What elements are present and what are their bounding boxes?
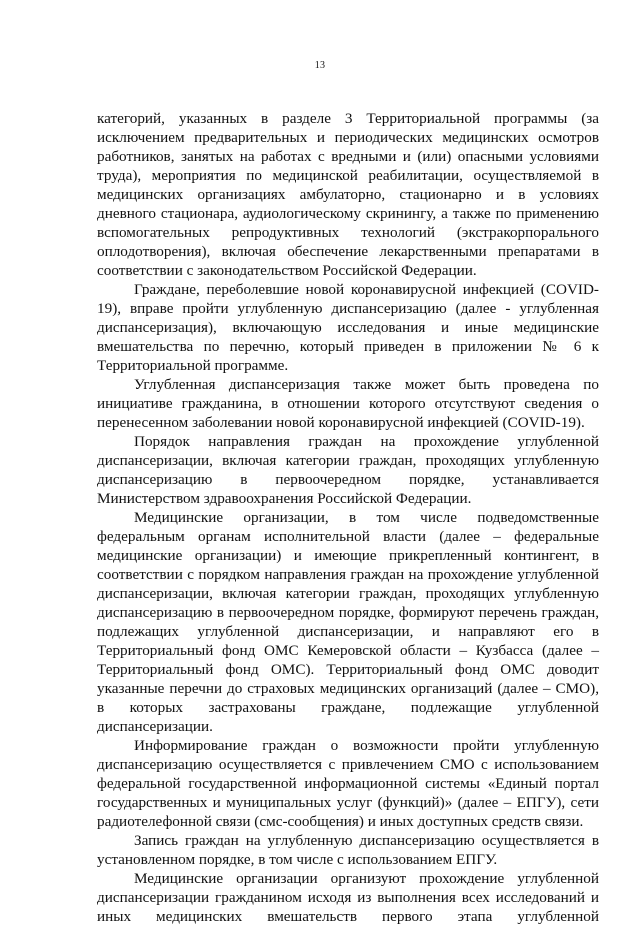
paragraph-medical-organizations: Медицинские организации, в том числе подведомственные федеральным органам исполнительной власти (далее – федеральные медицинские организации) и имеющие прикрепленный контингент, в соответствии с порядком направления граждан на прохождение углубленной диспансеризации, включая категории граждан, проходящих углубленную диспансеризацию в первоочередном порядке, формируют перечень граждан, подлежащих углубленной диспансеризации, и направляют его в Территориальный фонд ОМС Кемеровской области – Кузбасса (далее – Территориальный фонд ОМС). Территориальный фонд ОМС доводит указанные перечни до страховых медицинских организаций (далее – СМО), в которых застрахованы граждане, подлежащие углубленной диспансеризации. bbox=[97, 509, 599, 735]
body-text bbox=[97, 109, 599, 926]
paragraph-continuation: категорий, указанных в разделе 3 Территориальной программы (за исключением предварительных и периодических медицинских осмотров работников, занятых на работах с вредными и (или) опасными условиями труда), мероприятия по медицинской реабилитации, осуществляемой в медицинских организациях амбулаторно, стационарно и в условиях дневного стационара, аудиологическому скринингу, а также по применению вспомогательных репродуктивных технологий (экстракорпорального оплодотворения), включая обеспечение лекарственными препаратами в соответствии с законодательством Российской Федерации. bbox=[97, 110, 599, 279]
page-number: 13 bbox=[314, 60, 326, 71]
paragraph-registration: Запись граждан на углубленную диспансеризацию осуществляется в установленном порядке, в том числе с использованием ЕПГУ. bbox=[97, 832, 599, 868]
paragraph-citizen-initiative: Углубленная диспансеризация также может быть проведена по инициативе гражданина, в отношении которого отсутствуют сведения о перенесенном заболевании новой коронавирусной инфекцией (COVID-19). bbox=[97, 376, 599, 431]
paragraph-informing: Информирование граждан о возможности пройти углубленную диспансеризацию осуществляется с привлечением СМО с использованием федеральной государственной информационной системы «Единый портал государственных и муниципальных услуг (функций)» (далее – ЕПГУ), сети радиотелефонной связи (смс-сообщения) и иных доступных средств связи. bbox=[97, 737, 599, 830]
paragraph-organization-of-examination: Медицинские организации организуют прохождение углубленной диспансеризации гражданином исходя из выполнения всех исследований и иных медицинских вмешательств первого этапа углубленной bbox=[97, 870, 599, 925]
paragraph-covid-eligibility: Граждане, переболевшие новой коронавирусной инфекцией (COVID-19), вправе пройти углубленную диспансеризацию (далее - углубленная диспансеризация), включающую исследования и иные медицинские вмешательства по перечню, который приведен в приложении № 6 к Территориальной программе. bbox=[97, 281, 599, 374]
paragraph-referral-procedure: Порядок направления граждан на прохождение углубленной диспансеризации, включая категории граждан, проходящих углубленную диспансеризацию в первоочередном порядке, устанавливается Министерством здравоохранения Российской Федерации. bbox=[97, 433, 599, 507]
